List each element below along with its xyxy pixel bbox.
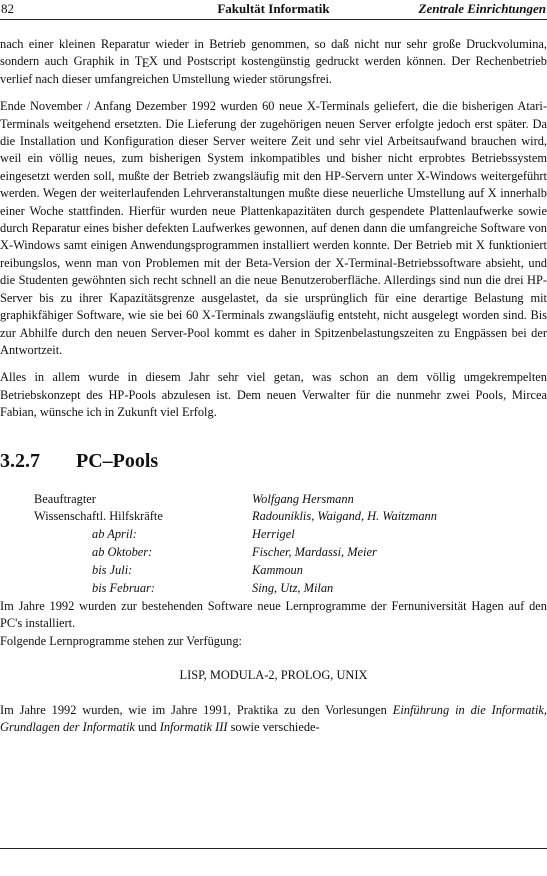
- staff-names: Sing, Utz, Milan: [252, 580, 334, 595]
- staff-row: [0, 544, 547, 562]
- course-name: Informatik III: [159, 719, 228, 734]
- paragraph-5: Folgende Lernprogramme stehen zur Verfügung:: [0, 633, 243, 648]
- staff-names: Wolfgang Hersmann: [252, 491, 354, 506]
- staff-list: [0, 491, 547, 598]
- header-rule: [0, 19, 547, 20]
- header-faculty-title: Fakultät Informatik: [217, 1, 330, 16]
- staff-names: Kammoun: [252, 563, 303, 578]
- tex-logo: $T_EX$: [134, 54, 158, 71]
- staff-period: ab April:: [92, 527, 137, 542]
- staff-row: [0, 491, 547, 509]
- paragraph-6: Im Jahre 1992 wurden, wie im Jahre 1991, Praktika zu den Vorlesungen Einführung in die Informatik, Grundlagen der Informatik und Informatik III sowie verschiede-: [0, 702, 547, 734]
- staff-row: [0, 526, 547, 544]
- course-name: Einführung in die Informatik: [392, 702, 544, 717]
- page-number: 82: [1, 1, 14, 16]
- staff-role: Wissenschaftl. Hilfskräfte: [34, 509, 163, 524]
- paragraph-2: Ende November / Anfang Dezember 1992 wurden 60 neue X-Terminals geliefert, die die bisherigen Atari-Terminals weitgehend ersetzten. Die Lieferung der zugehörigen neuen Server erfolgte jedoch erst später. Da die Installation und Konfiguration dieser Server weitere Zeit und sehr viel Arbeitsaufwand brauchen wird, weil ein völlig neues, zum bisherigen System inkompatibles und bisher nicht erprobtes Betriebssystem eingesetzt werden soll, mußte der Betrieb zwangsläufig mit den HP-Servern unter X-Windows weitergeführt werden. Wegen der weiterlaufenden Lehrveranstaltungen mußte diese neuerliche Umstellung auf X innerhalb einer Woche stattfinden. Hierfür wurden neue Plattenkapazitäten durch gespendete Plattenlaufwerke sowie durch Reparatur eines bisher defekten Laufwerkes gewonnen, auf denen dann die umfangreiche Software von X-Windows samt einigen Anwendungsprogrammen installiert werden konnte. Der Betrieb mit X funktioniert reibungslos, wenn man von Problemen mit der Beta-Version der X-Terminal-Betriebssoftware absieht, und die Studenten gewöhnten sich recht schnell an die neue Benutzeroberfläche. Allerdings sind nun die drei HP-Server bis zu ihrer Kapazitätsgrenze ausgelastet, da sie ursprünglich für eine derartige Belastung mit graphikfähiger Software, wie sie bei 60 X-Terminals zwangsläufig entsteht, nicht ausgelegt worden sind. Bis zur Abhilfe durch den neuen Server-Pool kommt es daher in Spitzenbelastungszeiten zu Engpässen bei der Antwortzeit.: [0, 99, 547, 357]
- paragraph-3: Alles in allem wurde in diesem Jahr sehr viel getan, was schon an dem völlig umgekrempelten Betriebskonzept des HP-Pools abzulesen ist. Dem neuen Verwalter für die nunmehr zwei Pools, Mircea Fabian, wünsche ich in Zukunft viel Erfolg.: [0, 370, 547, 420]
- paragraph-4: Im Jahre 1992 wurden zur bestehenden Software neue Lernprogramme der Fernuniversität Hagen auf den PC's installiert.: [0, 598, 547, 631]
- header-chapter-title: Zentrale Einrichtungen: [418, 1, 546, 16]
- footer-rule: [0, 848, 547, 849]
- staff-period: bis Februar:: [92, 580, 155, 595]
- course-name: Grundlagen der Informatik: [0, 719, 135, 734]
- staff-period: ab Oktober:: [92, 545, 153, 560]
- paragraph-1: nach einer kleinen Reparatur wieder in Betrieb genommen, so daß nicht nur sehr große Druckvolumina, sondern auch Graphik in $T_EX$ und Postscript kostengünstig gedruckt werden können. Der Rechenbetrieb verlief nach dieser umfangreichen Umstellung wieder störungsfrei.: [0, 37, 547, 86]
- staff-period: bis Juli:: [92, 563, 133, 578]
- staff-names: Herrigel: [252, 527, 295, 542]
- section-number: 3.2.7: [0, 449, 40, 472]
- running-header: [0, 0, 547, 18]
- program-list: LISP, MODULA-2, PROLOG, UNIX: [179, 668, 368, 683]
- section-heading: [0, 449, 547, 473]
- staff-row: [0, 580, 547, 598]
- staff-row: [0, 508, 547, 526]
- section-title: PC–Pools: [76, 449, 159, 472]
- staff-row: [0, 562, 547, 580]
- staff-role: Beauftragter: [34, 491, 96, 506]
- staff-names: Radouniklis, Waigand, H. Waitzmann: [252, 509, 437, 524]
- staff-names: Fischer, Mardassi, Meier: [252, 545, 377, 560]
- page-body: [0, 36, 547, 736]
